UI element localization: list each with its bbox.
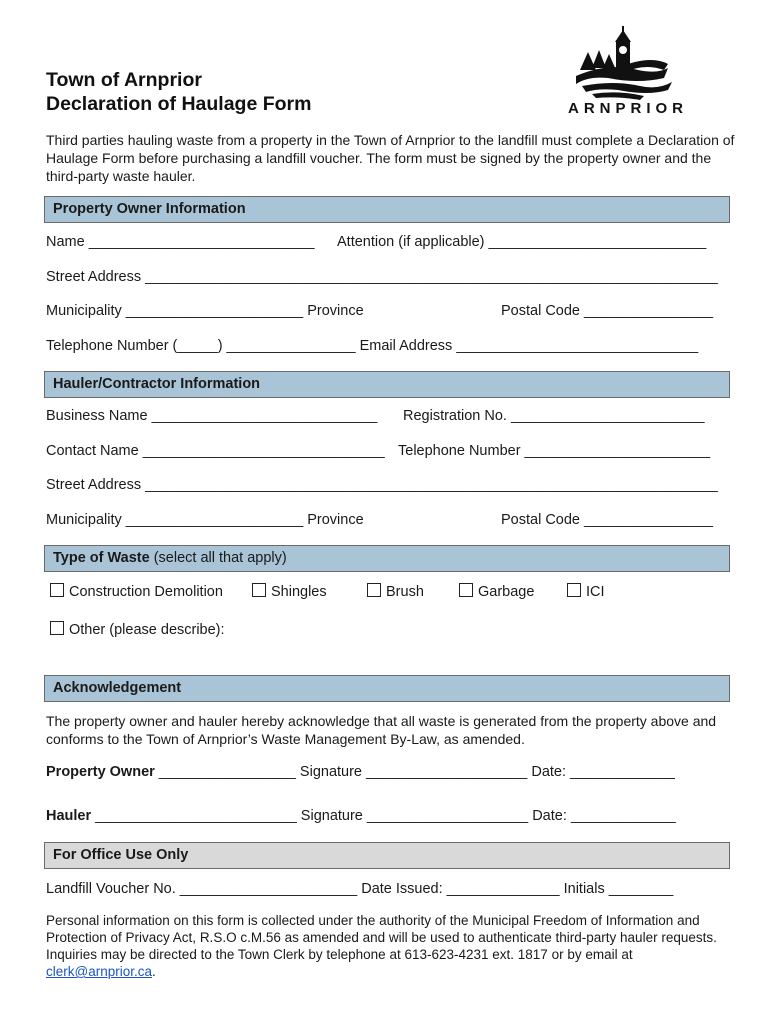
logo-wordmark: ARNPRIOR: [568, 100, 689, 117]
acknowledgement-text: The property owner and hauler hereby acknowledge that all waste is generated from the property above and conforms to the Town of Arnprior’s Waste Management By-Law, as amended.: [46, 713, 717, 747]
property-owner-signature-line[interactable]: [46, 763, 675, 781]
section-property-owner: Property Owner Information: [44, 196, 730, 223]
property-owner-label: Property Owner: [46, 764, 155, 780]
property-owner-blanks[interactable]: _________________ Signature ____________________ Date: _____________: [154, 764, 675, 780]
owner-street-field[interactable]: Street Address _______________________________________________________________________: [46, 269, 718, 285]
privacy-end: .: [152, 964, 156, 979]
hauler-street-field[interactable]: Street Address _______________________________________________________________________: [46, 477, 718, 493]
owner-municipality-field[interactable]: Municipality ______________________ Province: [46, 303, 364, 319]
checkbox-label: Other (please describe):: [69, 622, 225, 638]
hauler-label: Hauler: [46, 808, 92, 824]
checkbox-box[interactable]: [567, 583, 581, 597]
waste-heading-bold: Type of Waste: [53, 550, 150, 566]
hauler-registration-field[interactable]: Registration No. ________________________: [403, 408, 705, 424]
checkbox-box[interactable]: [50, 583, 64, 597]
section-acknowledgement: Acknowledgement: [44, 675, 730, 702]
privacy-text: Personal information on this form is collected under the authority of the Municipal Freedom of Information and Protection of Privacy Act, R.S.O c.M.56 as amended and will be used to authenticate third-party hauler requests. Inquiries may be directed to the Town Clerk by telephone at 613-623-4231 ext. 1817 or by email at: [46, 913, 717, 962]
checkbox-label: Construction Demolition: [69, 584, 223, 600]
clerk-email-link[interactable]: clerk@arnprior.ca: [46, 964, 152, 979]
intro-paragraph: Third parties hauling waste from a property in the Town of Arnprior to the landfill must complete a Declaration of Haulage Form before purchasing a landfill voucher. The form must be signed by the property owner and the third-party waste hauler.: [46, 132, 735, 184]
checkbox-brush[interactable]: [367, 583, 424, 601]
hauler-contact-field[interactable]: Contact Name ______________________________: [46, 443, 385, 459]
form-title: [46, 68, 311, 116]
checkbox-label: Garbage: [478, 584, 535, 600]
checkbox-box[interactable]: [367, 583, 381, 597]
hauler-blanks[interactable]: _________________________ Signature ____________________ Date: _____________: [91, 808, 676, 824]
checkbox-shingles[interactable]: [252, 583, 327, 601]
checkbox-box[interactable]: [50, 621, 64, 635]
title-line-1: Town of Arnprior: [46, 69, 202, 91]
checkbox-box[interactable]: [459, 583, 473, 597]
checkbox-label: ICI: [586, 584, 605, 600]
section-office-use: For Office Use Only: [44, 842, 730, 869]
hauler-municipality-field[interactable]: Municipality ______________________ Province: [46, 512, 364, 528]
hauler-postal-field[interactable]: Postal Code ________________: [501, 512, 714, 528]
section-hauler: Hauler/Contractor Information: [44, 371, 730, 398]
section-waste-type: [44, 545, 730, 572]
waste-heading-note: (select all that apply): [149, 550, 287, 566]
checkbox-ici[interactable]: [567, 583, 605, 601]
checkbox-garbage[interactable]: [459, 583, 534, 601]
checkbox-construction-demolition[interactable]: [50, 583, 223, 601]
office-use-fields[interactable]: Landfill Voucher No. ______________________ Date Issued: ______________ Initials ________: [46, 881, 674, 897]
hauler-business-field[interactable]: Business Name ____________________________: [46, 408, 378, 424]
hauler-signature-line[interactable]: [46, 807, 676, 825]
checkbox-label: Shingles: [271, 584, 327, 600]
checkbox-label: Brush: [386, 584, 424, 600]
owner-telephone-email-field[interactable]: Telephone Number (_____) ________________ Email Address ______________________________: [46, 338, 699, 354]
privacy-notice: [46, 912, 736, 980]
owner-attention-field[interactable]: Attention (if applicable) ___________________________: [337, 234, 707, 250]
hauler-telephone-field[interactable]: Telephone Number _______________________: [398, 443, 711, 459]
checkbox-box[interactable]: [252, 583, 266, 597]
title-line-2: Declaration of Haulage Form: [46, 93, 312, 115]
owner-postal-field[interactable]: Postal Code ________________: [501, 303, 714, 319]
checkbox-other[interactable]: [50, 621, 225, 639]
owner-name-field[interactable]: Name ____________________________: [46, 234, 315, 250]
